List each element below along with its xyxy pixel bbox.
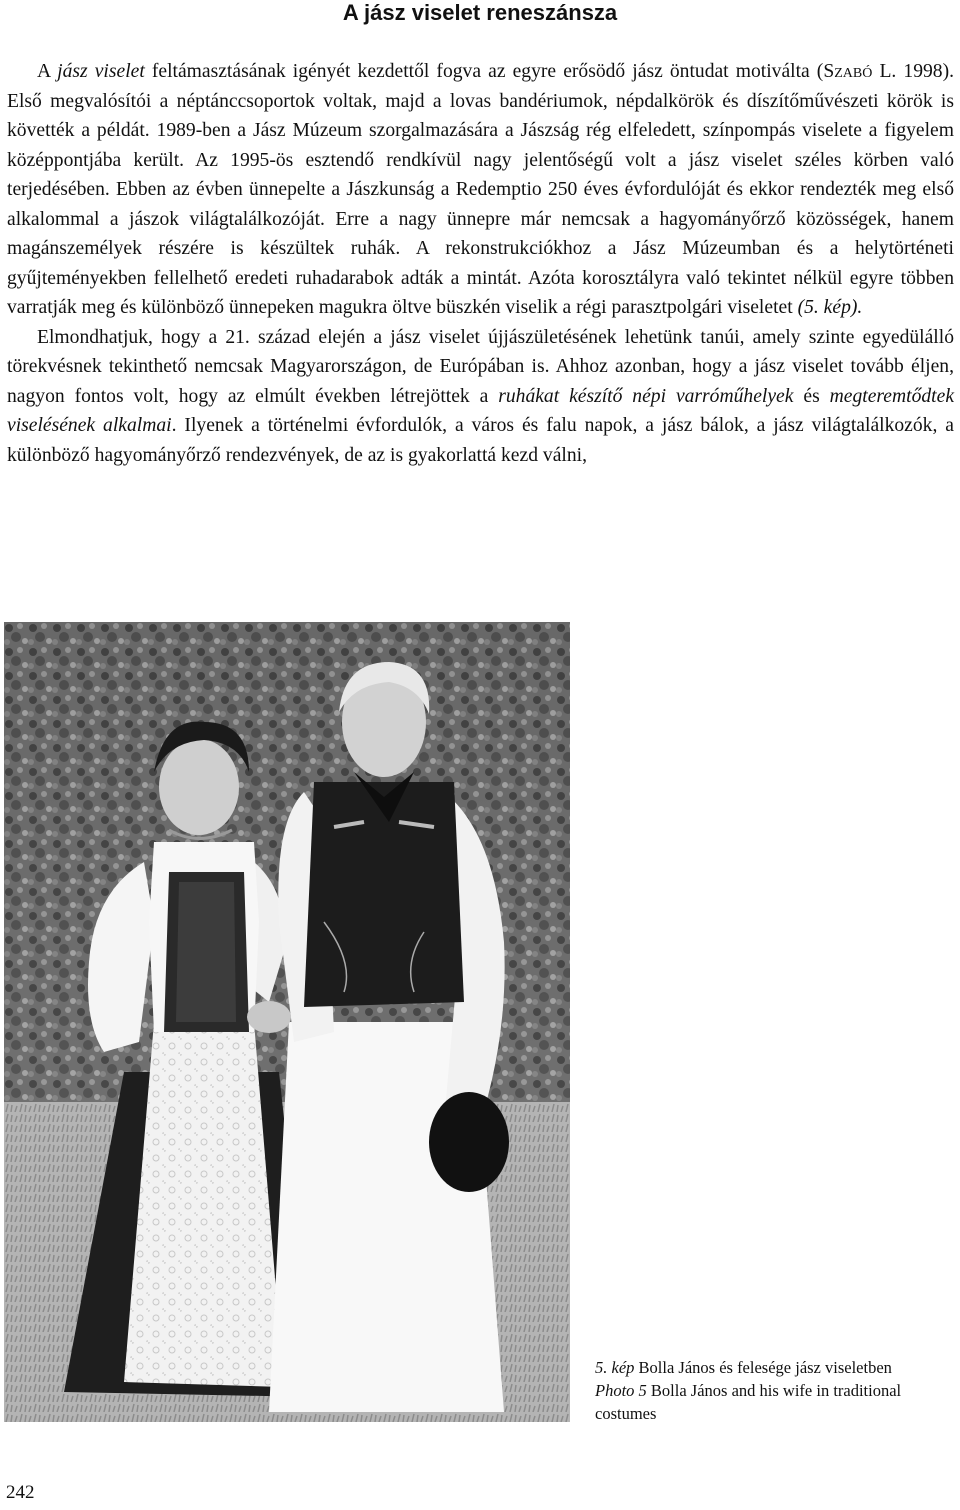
man-hat-in-hand [429,1092,509,1192]
caption-en-text: Bolla János and his wife in traditional costumes [595,1381,902,1423]
caption-hu-text: Bolla János és felesége jász viseletben [634,1358,892,1377]
p2-italic-alkalmai: megteremtődtek viselésének alkalmai [7,385,955,436]
p1-text-a: A [37,61,58,82]
p2-italic-varromuhelyek: ruhákat készítő népi varróműhelyek [498,385,794,407]
costume-photo [4,622,570,1422]
p2-text-b: és [793,385,830,407]
caption-en-label: Photo 5 [595,1381,647,1400]
woman-face [159,739,239,835]
p1-text-c: L. 1998). Első megvalósítói a néptánccsoportok voltak, majd a lovas bandériumok, népdalkörök és díszítőművészeti körök is követték a példát. 1989-ben a Jász Múzeum szorgalmazására a Jászság rég elfeledett, színpompás viselete a figyelem középpontjába került. Az 1995-ös esztendő rendkívül nagy jelentőségű volt a jász viselet széles körben való terjedésében. Ebben az évben ünnepelte a Jászkunság a Redemptio 250 éves évfordulóját és ekkor rendezték meg első alkalommal a jászok világtalálkozóját. Erre a nagy ünnepre már nemcsak a hagyományőrző közösségek, hanem magánszemélyek részére is készültek ruhák. A rekonstrukciókhoz a Jász Múzeumban és a helytörténeti gyűjteményekben fellelhető eredeti ruhadarabok adták a mintát. Azóta korosztályra való tekintet nélkül egyre többen varratják meg és különböző ünnepeken magukra öltve büszkén viselik a régi parasztpolgári viseletet [7,61,955,318]
joined-hands [247,1001,291,1033]
caption-hu-label: 5. kép [595,1358,635,1377]
caption-english [595,1379,955,1425]
photo-illustration [4,622,570,1422]
man-black-vest [304,782,464,1007]
p1-italic-jasz-viselet: jász viselet [57,61,145,82]
p2-text-a: Elmondhatjuk, hogy a 21. század elején a jász viselet újjászületésének lehetünk tanúi, amely szinte egyedülálló törekvésnek tekinthető nemcsak Magyarországon, de Európában is. Ahhoz azonban, hogy a jász viselet tovább éljen, nagyon fontos volt, hogy az elmúlt években létrejöttek a [7,326,954,407]
p1-figure-reference: (5. kép). [797,297,863,318]
caption-hungarian [595,1356,955,1379]
page-title: A jász viselet reneszánsza [342,0,618,25]
body-text [7,57,954,470]
p1-text-b: feltámasztásának igényét kezdettől fogva az egyre erősödő jász öntudat motiválta ( [144,61,824,82]
paragraph-1 [7,57,954,323]
paragraph-2 [7,323,954,471]
page-number: 242 [6,1482,35,1503]
p2-text-c: . Ilyenek a történelmi évfordulók, a város és falu napok, a jász bálok, a jász világtalálkozók, a különböző hagyományőrző rendezvények, de az is gyakorlattá kezd válni, [7,415,954,466]
p1-citation-author: Szabó [823,61,873,82]
photo-caption [595,1356,955,1425]
woman-bodice-pattern [176,882,236,1022]
